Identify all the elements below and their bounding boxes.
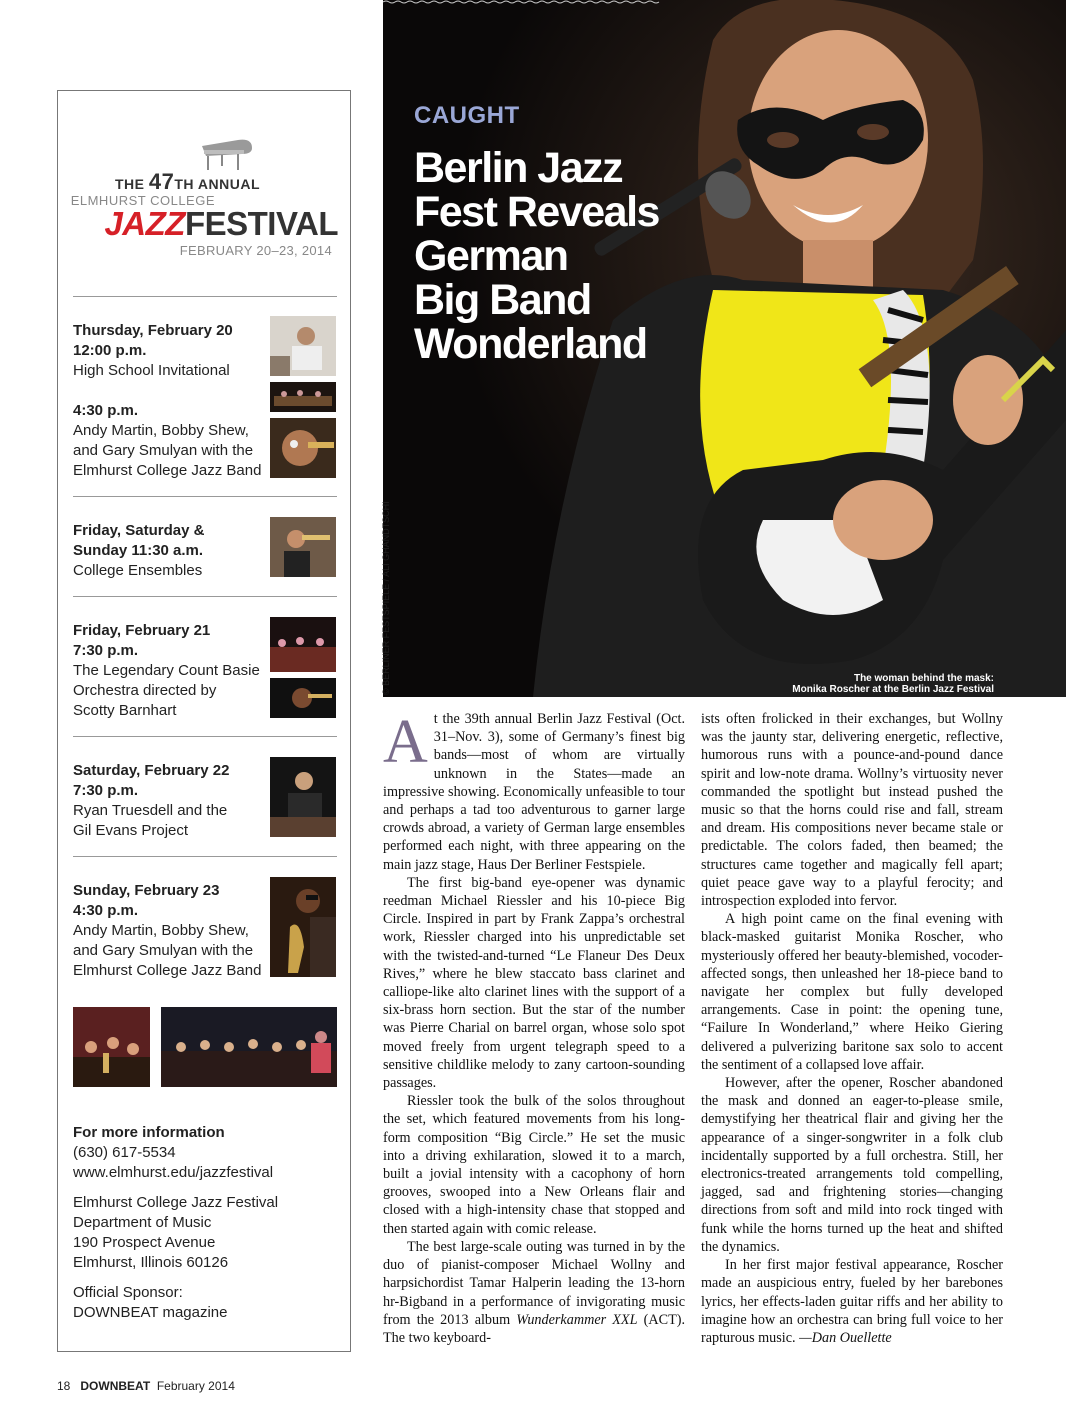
festival-sidebar (57, 90, 351, 1352)
info-url[interactable]: www.elmhurst.edu/jazzfestival (73, 1164, 274, 1181)
event-saturday: Saturday, February 22 7:30 p.m. Ryan Truesdell and the Gil Evans Project (73, 762, 230, 839)
article-column-2: ists often frolicked in their exchanges, but Wollny was the jaunty star, delivering energetic, reflective, humorous runs with a pounce-and-pound dance spirit and low-note drama. Wollny’s virtuosity never commanded the spotlight but instead pushed the music so that the horns could rise and fall, stream and dream. His compositions never became stale or predictable. The colors faded, then beamed; the structures came together and magically fell apart; quiet peace gave way to a playful ferocity; and introspection exploded into fervor. A high point came on the final evening with black-masked guitarist Monika Roscher, who mysteriously offered her beauty-blemished, vocoder-affected songs, then unleashed her 18-piece band to navigate her complex but fully developed arrangements. Case in point: the opening tune, “Failure In Wonderland,” where Heiko Giering delivered a pulverizing baritone sax solo to accent the sentiment of a collapsed love affair. However, after the opener, Roscher abandoned the mask and donned an eager-to-please smile, demystifying her theatrical flair and giving her the appearance of a singer-songwriter in a folk club incidentally supported by a full orchestra. Still, her electronics-treated arrangements told compelling, jagged, sad and frightening stories—changing directions from soft and mild into rock tinged with funk while the horns turned up the heat and shifted the dynamics. In her first major festival appearance, Roscher made an auspicious entry, fueled by her barebones lyrics, her effects-laden guitar riffs and her ability to imagine how an orchestra can bring full voice to her rapturous music. —Dan Ouellette (701, 711, 1003, 1346)
grand-piano-icon (198, 136, 254, 172)
page-footer (57, 1379, 235, 1393)
event-sunday: Sunday, February 23 4:30 p.m. Andy Martin, Bobby Shew, and Gary Smulyan with the Elmhurst College Jazz Band (73, 882, 262, 979)
event-photo (270, 418, 336, 478)
article-column-1: At the 39th annual Berlin Jazz Festival (Oct. 31–Nov. 3), some of Germany’s finest big bands—most of whom are virtually unknown in the States—made an impressive showing. Economically unfeasible to tour and perhaps a tad too adventurous to garner large crowds abroad, a variety of German large ensembles performed each night, with three appearing on the main jazz stage, Haus Der Berliner Festspiele. The first big-band eye-opener was dynamic reedman Michael Riessler and his 10-piece Big Circle. Inspired in part by Frank Zappa’s orchestral work, Riessler charged into his unpredictable set with the twisted-and-turned “Le Flaneur Des Deux Rives,” where he blew staccato bass clarinet and calliope-like alto clarinet lines with the support of a six-brass horn section. But the star of the number was Pierre Charial on barrel organ, whose solo spot moved freely from urgent telegraph speed to a sensitive childlike melody to zany cartoon-sounding passages. Riessler took the bulk of the solos throughout the set, which featured movements from his long-form composition “Big Circle.” He set the music into a driving exhilaration, slowed it to a march, built a jovial intensity with a cacophony of horn grooves, swooped into a New Orleans flair and closed with a high-intensity chase that stopped and then started again with comic release. The best large-scale outing was turned in by the duo of pianist-composer Michael Wollny and harpsichordist Tamar Halperin leading the 13-horn hr-Bigband in a performance of invigorating music from the 2013 album Wunderkammer XXL (ACT). The two keyboard- (383, 708, 686, 1346)
section-rule (383, 0, 661, 4)
photo-credit: © BERLINER FESTSPIELE / ALI GHANDTSCHI (381, 501, 391, 695)
logo-college: ELMHURST COLLEGE (70, 193, 215, 208)
jazz-festival-logo (58, 131, 352, 271)
info-phone: (630) 617-5534 (73, 1144, 176, 1161)
ensemble-photo (161, 1007, 337, 1087)
page-number: 18 (57, 1379, 71, 1393)
logo-title: JAZZFESTIVAL (104, 205, 338, 242)
logo-annual-line: THE 47TH ANNUAL (114, 169, 260, 194)
divider (73, 856, 337, 857)
event-photo (270, 757, 336, 837)
event-photo (270, 517, 336, 577)
event-thursday: Thursday, February 20 12:00 p.m. High School Invitational (73, 322, 233, 379)
event-photo (270, 316, 336, 376)
event-photo (270, 617, 336, 672)
divider (73, 496, 337, 497)
event-weekend-ensembles: Friday, Saturday & Sunday 11:30 a.m. College Ensembles (73, 522, 205, 579)
event-thursday-afternoon: 4:30 p.m. Andy Martin, Bobby Shew, and Gary Smulyan with the Elmhurst College Jazz Band (73, 402, 262, 479)
event-friday: Friday, February 21 7:30 p.m. The Legendary Count Basie Orchestra directed by Scotty Barnhart (73, 622, 260, 719)
divider (73, 736, 337, 737)
event-photo (270, 877, 336, 977)
event-photo (270, 382, 336, 412)
section-label: CAUGHT (414, 102, 520, 129)
article-headline: Berlin Jazz Fest Reveals German Big Band Wonderland (414, 144, 659, 368)
info-heading: For more information (73, 1124, 225, 1141)
contact-info (73, 1123, 278, 1333)
info-sponsor: Official Sponsor: DOWNBEAT magazine (73, 1284, 228, 1321)
divider (73, 296, 337, 297)
drop-cap: A (383, 708, 428, 776)
event-photo (270, 678, 336, 718)
logo-dates: FEBRUARY 20–23, 2014 (179, 243, 332, 258)
info-address: Elmhurst College Jazz Festival Department of Music 190 Prospect Avenue Elmhurst, Illinois 60126 (73, 1194, 279, 1271)
issue-date: February 2014 (156, 1379, 235, 1393)
feature-photo (383, 0, 1066, 697)
magazine-name: DOWNBEAT (80, 1379, 151, 1393)
photo-caption: The woman behind the mask: Monika Roscher at the Berlin Jazz Festival (792, 673, 994, 695)
ensemble-photo (73, 1007, 150, 1087)
byline: —Dan Ouellette (799, 1329, 892, 1346)
divider (73, 596, 337, 597)
album-title: Wunderkammer XXL (516, 1311, 638, 1328)
